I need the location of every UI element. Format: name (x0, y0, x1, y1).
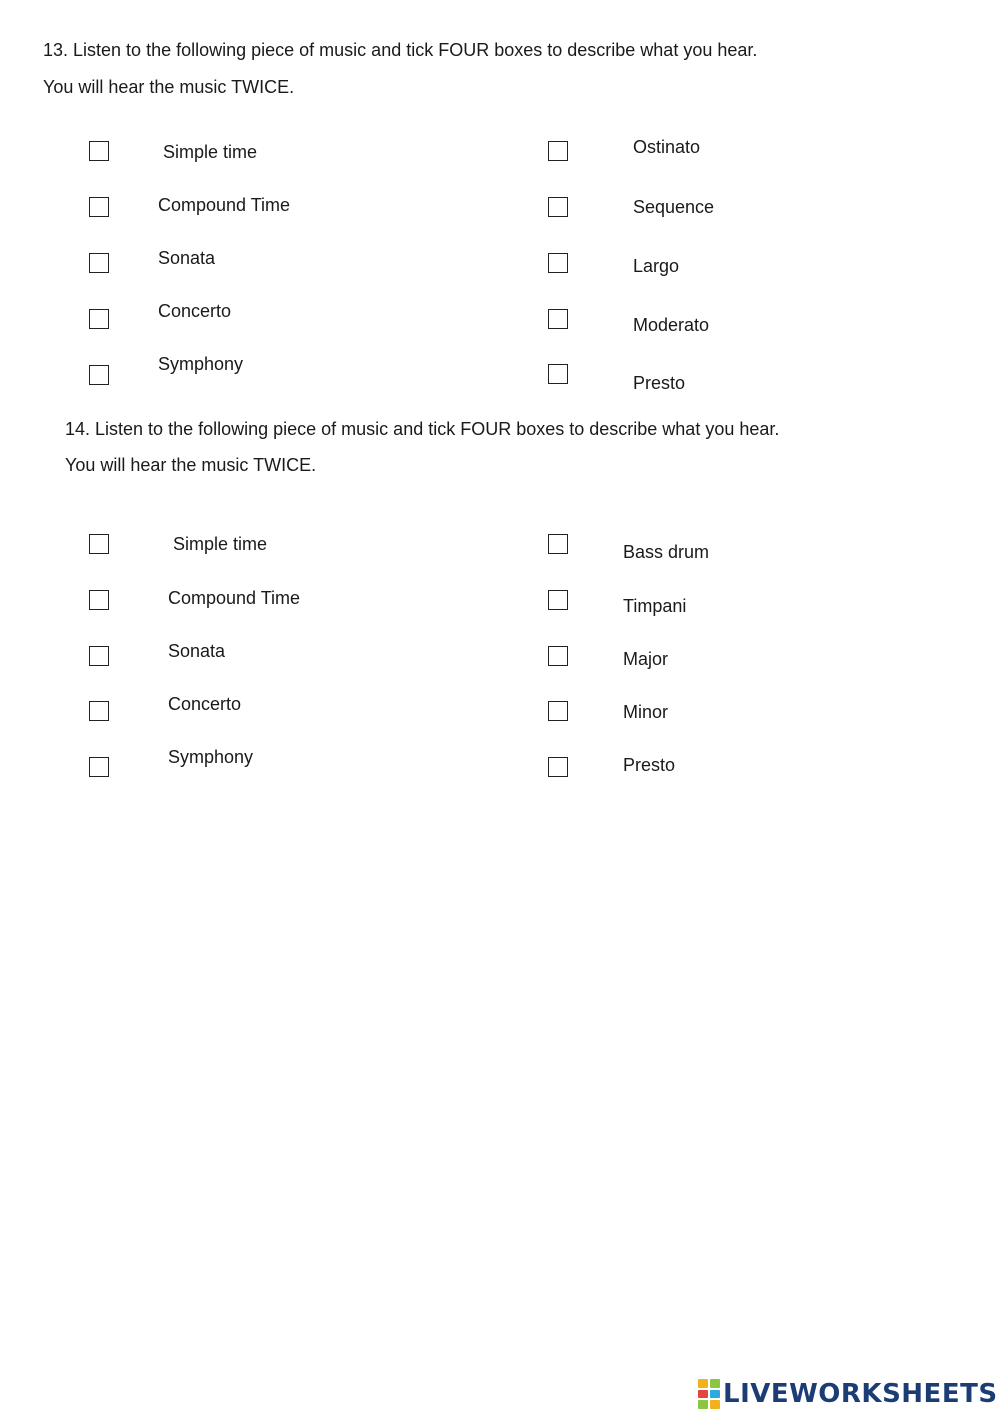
q14-checkbox-timpani[interactable] (548, 590, 568, 610)
q14-prompt: 14. Listen to the following piece of music and tick FOUR boxes to describe what you hear. (65, 419, 780, 439)
q14-checkbox-bass-drum[interactable] (548, 534, 568, 554)
q14-checkbox-compound-time[interactable] (89, 590, 109, 610)
q14-checkbox-simple-time[interactable] (89, 534, 109, 554)
q13-label-sonata: Sonata (158, 248, 216, 268)
q13-checkbox-concerto[interactable] (89, 309, 109, 329)
q14-label-bass-drum: Bass drum (623, 542, 710, 562)
q14-label-presto: Presto (623, 755, 676, 775)
q14-label-symphony: Symphony (168, 747, 254, 767)
q13-checkbox-largo[interactable] (548, 253, 568, 273)
q13-label-concerto: Concerto (158, 301, 232, 321)
q13-instruction: You will hear the music TWICE. (43, 77, 295, 97)
logo-block (710, 1379, 720, 1388)
q14-checkbox-presto[interactable] (548, 757, 568, 777)
q14-label-simple-time: Simple time (173, 534, 268, 554)
q13-label-simple-time: Simple time (163, 142, 258, 162)
logo-block (710, 1400, 720, 1409)
q13-checkbox-compound-time[interactable] (89, 197, 109, 217)
q14-checkbox-major[interactable] (548, 646, 568, 666)
q13-label-ostinato: Ostinato (633, 137, 701, 157)
q13-checkbox-simple-time[interactable] (89, 141, 109, 161)
q13-label-largo: Largo (633, 256, 680, 276)
q13-checkbox-sonata[interactable] (89, 253, 109, 273)
logo-block (698, 1400, 708, 1409)
q14-label-sonata: Sonata (168, 641, 226, 661)
logo-block (698, 1390, 708, 1399)
q14-checkbox-concerto[interactable] (89, 701, 109, 721)
q14-instruction: You will hear the music TWICE. (65, 455, 317, 475)
q14-label-timpani: Timpani (623, 596, 687, 616)
q14-checkbox-sonata[interactable] (89, 646, 109, 666)
q13-label-compound-time: Compound Time (158, 195, 291, 215)
q13-label-symphony: Symphony (158, 354, 244, 374)
q13-label-sequence: Sequence (633, 197, 715, 217)
logo-block (698, 1379, 708, 1388)
q14-label-concerto: Concerto (168, 694, 242, 714)
q14-label-major: Major (623, 649, 669, 669)
q13-checkbox-symphony[interactable] (89, 365, 109, 385)
q13-prompt: 13. Listen to the following piece of music and tick FOUR boxes to describe what you hear. (43, 40, 758, 60)
q14-checkbox-symphony[interactable] (89, 757, 109, 777)
liveworksheets-wordmark: LIVEWORKSHEETS (723, 1379, 998, 1409)
q14-checkbox-minor[interactable] (548, 701, 568, 721)
q14-label-minor: Minor (623, 702, 669, 722)
q13-label-presto: Presto (633, 373, 686, 393)
q13-checkbox-moderato[interactable] (548, 309, 568, 329)
logo-block (710, 1390, 720, 1399)
q13-checkbox-ostinato[interactable] (548, 141, 568, 161)
q13-checkbox-sequence[interactable] (548, 197, 568, 217)
liveworksheets-logo-icon (698, 1379, 720, 1409)
liveworksheets-logo[interactable] (698, 1377, 998, 1411)
q13-checkbox-presto[interactable] (548, 364, 568, 384)
q14-label-compound-time: Compound Time (168, 588, 301, 608)
q13-label-moderato: Moderato (633, 315, 710, 335)
